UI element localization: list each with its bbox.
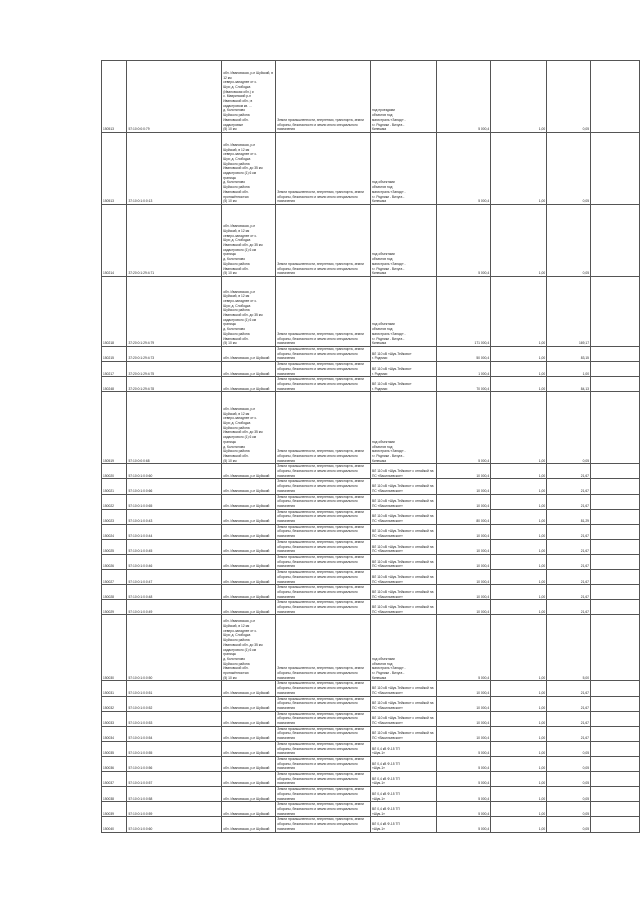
cadastral-number-cell: 37:20:0:1:29:4:78 bbox=[127, 377, 222, 392]
rate-cell: 1,00 bbox=[491, 772, 547, 787]
cadastral-number-cell: 57:10:0:1:0:0:56 bbox=[127, 756, 222, 771]
row-id-cell: 150036 bbox=[102, 756, 127, 771]
row-id-cell: 150248 bbox=[102, 377, 127, 392]
cadastral-number-cell: 57:10:0:1:0:0:60 bbox=[127, 464, 222, 479]
row-id-cell: 150022 bbox=[102, 494, 127, 509]
permitted-use-cell: ВЛ 110 кВ «Шуя-Тейково» с отпайкой на ПС «Васильевское» bbox=[370, 696, 436, 711]
empty-cell bbox=[591, 772, 640, 787]
table-row bbox=[102, 377, 640, 392]
cadastral-number-cell: 57:10:0:1:0:0:57 bbox=[127, 772, 222, 787]
area-cell: 5 000,4 bbox=[437, 615, 491, 681]
land-category-cell: Земли промышленности, энергетики, транспорта, земли обороны, безопасности и земли иного специального назначения bbox=[276, 61, 371, 133]
location-cell: обл. Ивановская, р-н Шуйский bbox=[222, 600, 276, 615]
area-cell: 1 000,4 bbox=[437, 362, 491, 377]
tax-cell: 21,67 bbox=[547, 554, 591, 569]
rate-cell: 1,00 bbox=[491, 205, 547, 277]
land-category-cell: Земли промышленности, энергетики, транспорта, земли обороны, безопасности и земли иного специального назначения bbox=[276, 711, 371, 726]
cadastral-number-cell: 37:20:0:1:29:4:71 bbox=[127, 205, 222, 277]
row-id-cell: 150215 bbox=[102, 347, 127, 362]
rate-cell: 1,00 bbox=[491, 696, 547, 711]
empty-cell bbox=[591, 600, 640, 615]
rate-cell: 1,00 bbox=[491, 681, 547, 696]
land-register-table bbox=[101, 60, 640, 833]
table-row bbox=[102, 61, 640, 133]
rate-cell: 1,00 bbox=[491, 585, 547, 600]
rate-cell: 1,00 bbox=[491, 133, 547, 205]
rate-cell: 1,00 bbox=[491, 726, 547, 741]
area-cell: 10 000,4 bbox=[437, 464, 491, 479]
location-cell: обл. Ивановская, р-н Шуйский bbox=[222, 787, 276, 802]
row-id-cell: 150027 bbox=[102, 570, 127, 585]
tax-cell: 21,67 bbox=[547, 464, 591, 479]
cadastral-number-cell: 57:10:0:1:0:0:60 bbox=[127, 817, 222, 832]
tax-cell: 0,05 bbox=[547, 802, 591, 817]
location-cell: обл. Ивановская, р-н Шуйский, в 12 км северо-западнее от с. Шуя; д. Слободка Шуйского района Ивановской обл. до 35 км кадастрового (1) 6 км границы д. Колотилово Шуйского района Ивановской обл. (5) 10 км bbox=[222, 277, 276, 347]
land-category-cell: Земли промышленности, энергетики, транспорта, земли обороны, безопасности и земли иного специального назначения bbox=[276, 392, 371, 464]
permitted-use-cell: ВЛ 0,4 кВ Ф-15 ТП «Шуя-1» bbox=[370, 817, 436, 832]
location-cell: обл. Ивановская, р-н Шуйский, в 12 км северо-западнее от с. Шуя; д. Слободка Шуйского района Ивановской обл. до 35 км кадастрового (1) 6 км границы д. Колотилово Шуйского района Ивановской обл. протяжённостью (5) 10 км bbox=[222, 133, 276, 205]
land-category-cell: Земли промышленности, энергетики, транспорта, земли обороны, безопасности и земли иного специального назначения bbox=[276, 554, 371, 569]
row-id-cell: 150034 bbox=[102, 726, 127, 741]
table-row bbox=[102, 509, 640, 524]
row-id-cell: 150038 bbox=[102, 787, 127, 802]
tax-cell: 21,67 bbox=[547, 696, 591, 711]
location-cell: обл. Ивановская, р-н Шуйский bbox=[222, 585, 276, 600]
area-cell: 10 000,4 bbox=[437, 570, 491, 585]
table-row bbox=[102, 756, 640, 771]
permitted-use-cell: ВЛ 110 кВ «Шуя-Тейково» с отпайкой на ПС «Васильевское» bbox=[370, 600, 436, 615]
rate-cell: 1,00 bbox=[491, 787, 547, 802]
permitted-use-cell: под объектами объектов под магистраль «Запад» - г.г. Родники - Вичуга - Кинешма bbox=[370, 133, 436, 205]
rate-cell: 1,00 bbox=[491, 539, 547, 554]
tax-cell: 0,05 bbox=[547, 817, 591, 832]
cadastral-number-cell: 57:10:0:1:0:0:51 bbox=[127, 681, 222, 696]
rate-cell: 1,00 bbox=[491, 392, 547, 464]
table-row bbox=[102, 494, 640, 509]
area-cell: 70 000,4 bbox=[437, 377, 491, 392]
empty-cell bbox=[591, 392, 640, 464]
land-category-cell: Земли промышленности, энергетики, транспорта, земли обороны, безопасности и земли иного специального назначения bbox=[276, 347, 371, 362]
empty-cell bbox=[591, 133, 640, 205]
tax-cell: 21,67 bbox=[547, 600, 591, 615]
tax-cell: 21,67 bbox=[547, 585, 591, 600]
rate-cell: 1,00 bbox=[491, 615, 547, 681]
cadastral-number-cell: 37:20:0:1:29:4:79 bbox=[127, 277, 222, 347]
location-cell: обл. Ивановская, р-н Шуйский bbox=[222, 494, 276, 509]
rate-cell: 1,00 bbox=[491, 711, 547, 726]
rate-cell: 1,00 bbox=[491, 347, 547, 362]
location-cell: обл. Ивановская, р-н Шуйский bbox=[222, 817, 276, 832]
table-row bbox=[102, 539, 640, 554]
empty-cell bbox=[591, 787, 640, 802]
table-row bbox=[102, 570, 640, 585]
area-cell: 10 000,4 bbox=[437, 696, 491, 711]
rate-cell: 1,00 bbox=[491, 277, 547, 347]
permitted-use-cell: ВЛ 110 кВ «Шуя-Тейково» с отпайкой на ПС «Васильевское» bbox=[370, 570, 436, 585]
table-row bbox=[102, 802, 640, 817]
row-id-cell: 150031 bbox=[102, 681, 127, 696]
tax-cell: 84,13 bbox=[547, 377, 591, 392]
empty-cell bbox=[591, 711, 640, 726]
location-cell: обл. Ивановская, р-н Шуйский, в 12 км северо-западнее от с. Шуя; д. Слободка Шуйского района Ивановской обл. до 35 км кадастрового (1) 6 км границы д. Колотилово Шуйского района Ивановской обл. протяжённостью (5) 10 км bbox=[222, 615, 276, 681]
area-cell: 5 000,4 bbox=[437, 756, 491, 771]
table-row bbox=[102, 696, 640, 711]
empty-cell bbox=[591, 479, 640, 494]
permitted-use-cell: ВЛ 110 кВ «Шуя-Тейково» г. Родники bbox=[370, 362, 436, 377]
empty-cell bbox=[591, 817, 640, 832]
land-category-cell: Земли промышленности, энергетики, транспорта, земли обороны, безопасности и земли иного специального назначения bbox=[276, 600, 371, 615]
land-category-cell: Земли промышленности, энергетики, транспорта, земли обороны, безопасности и земли иного специального назначения bbox=[276, 787, 371, 802]
land-category-cell: Земли промышленности, энергетики, транспорта, земли обороны, безопасности и земли иного специального назначения bbox=[276, 133, 371, 205]
cadastral-number-cell: 57:10:0:1:0:0:50 bbox=[127, 615, 222, 681]
location-cell: обл. Ивановская, р-н Шуйский bbox=[222, 726, 276, 741]
tax-cell: 0,05 bbox=[547, 133, 591, 205]
tax-cell: 169,17 bbox=[547, 277, 591, 347]
permitted-use-cell: ВЛ 110 кВ «Шуя-Тейково» г. Родники bbox=[370, 377, 436, 392]
location-cell: обл. Ивановская, р-н Шуйский, в 12 км северо-западнее от с. Шуя; д. Слободка (Ивановская обл.) и с. Мавринский р-н Ивановской обл.; в кадастровом кв. ... д. Колотилово Шуйского района Ивановской обл. кадастровые (5) 10 км bbox=[222, 61, 276, 133]
permitted-use-cell: ВЛ 110 кВ «Шуя-Тейково» с отпайкой на ПС «Васильевское» bbox=[370, 464, 436, 479]
cadastral-number-cell: 57:10:0:1:0:0:54 bbox=[127, 726, 222, 741]
area-cell: 5 000,4 bbox=[437, 392, 491, 464]
empty-cell bbox=[591, 726, 640, 741]
location-cell: обл. Ивановская, р-н Шуйский bbox=[222, 347, 276, 362]
cadastral-number-cell: 57:10:0:1:0:0:47 bbox=[127, 570, 222, 585]
land-category-cell: Земли промышленности, энергетики, транспорта, земли обороны, безопасности и земли иного специального назначения bbox=[276, 205, 371, 277]
tax-cell: 21,67 bbox=[547, 494, 591, 509]
land-category-cell: Земли промышленности, энергетики, транспорта, земли обороны, безопасности и земли иного специального назначения bbox=[276, 494, 371, 509]
tax-cell: 0,05 bbox=[547, 756, 591, 771]
rate-cell: 1,00 bbox=[491, 756, 547, 771]
land-category-cell: Земли промышленности, энергетики, транспорта, земли обороны, безопасности и земли иного специального назначения bbox=[276, 772, 371, 787]
area-cell: 5 000,4 bbox=[437, 787, 491, 802]
row-id-cell: 150035 bbox=[102, 741, 127, 756]
empty-cell bbox=[591, 681, 640, 696]
permitted-use-cell: ВЛ 0,4 кВ Ф-15 ТП «Шуя-1» bbox=[370, 802, 436, 817]
land-category-cell: Земли промышленности, энергетики, транспорта, земли обороны, безопасности и земли иного специального назначения bbox=[276, 362, 371, 377]
table-row bbox=[102, 347, 640, 362]
cadastral-number-cell: 57:10:0:1:0:0:55 bbox=[127, 741, 222, 756]
table-row bbox=[102, 772, 640, 787]
rate-cell: 1,00 bbox=[491, 362, 547, 377]
tax-cell: 83,15 bbox=[547, 347, 591, 362]
permitted-use-cell: ВЛ 0,4 кВ Ф-15 ТП «Шуя-1» bbox=[370, 772, 436, 787]
empty-cell bbox=[591, 347, 640, 362]
cadastral-number-cell: 37:20:0:1:29:4:75 bbox=[127, 362, 222, 377]
tax-cell: 21,67 bbox=[547, 570, 591, 585]
table-row bbox=[102, 726, 640, 741]
permitted-use-cell: ВЛ 110 кВ «Шуя-Тейково» с отпайкой на ПС «Васильевское» bbox=[370, 711, 436, 726]
area-cell: 50 000,4 bbox=[437, 347, 491, 362]
tax-cell: 21,67 bbox=[547, 711, 591, 726]
rate-cell: 1,00 bbox=[491, 494, 547, 509]
row-id-cell: 150032 bbox=[102, 696, 127, 711]
land-category-cell: Земли промышленности, энергетики, транспорта, земли обороны, безопасности и земли иного специального назначения bbox=[276, 817, 371, 832]
row-id-cell: 150030 bbox=[102, 615, 127, 681]
cadastral-number-cell: 57:10:0:1:0:0:49 bbox=[127, 600, 222, 615]
tax-cell: 0,05 bbox=[547, 741, 591, 756]
table-body bbox=[102, 61, 640, 833]
row-id-cell: 150026 bbox=[102, 554, 127, 569]
tax-cell: 21,67 bbox=[547, 726, 591, 741]
cadastral-number-cell: 57:10:0:1:0:0:65 bbox=[127, 494, 222, 509]
cadastral-number-cell: 57:10:0:1:0:0:59 bbox=[127, 802, 222, 817]
permitted-use-cell: ВЛ 110 кВ «Шуя-Тейково» с отпайкой на ПС «Васильевское» bbox=[370, 539, 436, 554]
table-row bbox=[102, 600, 640, 615]
table-row bbox=[102, 479, 640, 494]
land-category-cell: Земли промышленности, энергетики, транспорта, земли обороны, безопасности и земли иного специального назначения bbox=[276, 741, 371, 756]
rate-cell: 1,00 bbox=[491, 377, 547, 392]
rate-cell: 1,00 bbox=[491, 479, 547, 494]
tax-cell: 21,67 bbox=[547, 524, 591, 539]
location-cell: обл. Ивановская, р-н Шуйский bbox=[222, 554, 276, 569]
rate-cell: 1,00 bbox=[491, 817, 547, 832]
rate-cell: 1,00 bbox=[491, 802, 547, 817]
land-category-cell: Земли промышленности, энергетики, транспорта, земли обороны, безопасности и земли иного специального назначения bbox=[276, 524, 371, 539]
location-cell: обл. Ивановская, р-н Шуйский bbox=[222, 570, 276, 585]
row-id-cell: 150040 bbox=[102, 817, 127, 832]
empty-cell bbox=[591, 494, 640, 509]
cadastral-number-cell: 37:20:0:1:29:4:73 bbox=[127, 347, 222, 362]
cadastral-number-cell: 57:10:0:1:0:0:48 bbox=[127, 585, 222, 600]
table-row bbox=[102, 205, 640, 277]
rate-cell: 1,00 bbox=[491, 464, 547, 479]
area-cell: 5 000,4 bbox=[437, 61, 491, 133]
tax-cell: 81,29 bbox=[547, 509, 591, 524]
tax-cell: 0,05 bbox=[547, 392, 591, 464]
land-category-cell: Земли промышленности, энергетики, транспорта, земли обороны, безопасности и земли иного специального назначения bbox=[276, 277, 371, 347]
land-category-cell: Земли промышленности, энергетики, транспорта, земли обороны, безопасности и земли иного специального назначения bbox=[276, 570, 371, 585]
rate-cell: 1,00 bbox=[491, 524, 547, 539]
land-category-cell: Земли промышленности, энергетики, транспорта, земли обороны, безопасности и земли иного специального назначения bbox=[276, 585, 371, 600]
row-id-cell: 150217 bbox=[102, 362, 127, 377]
area-cell: 10 000,4 bbox=[437, 524, 491, 539]
land-category-cell: Земли промышленности, энергетики, транспорта, земли обороны, безопасности и земли иного специального назначения bbox=[276, 377, 371, 392]
area-cell: 10 000,4 bbox=[437, 585, 491, 600]
empty-cell bbox=[591, 756, 640, 771]
row-id-cell: 150218 bbox=[102, 277, 127, 347]
location-cell: обл. Ивановская, р-н Шуйский bbox=[222, 741, 276, 756]
row-id-cell: 150028 bbox=[102, 585, 127, 600]
tax-cell: 1,00 bbox=[547, 362, 591, 377]
area-cell: 5 000,4 bbox=[437, 802, 491, 817]
tax-cell: 0,05 bbox=[547, 772, 591, 787]
row-id-cell: 150039 bbox=[102, 802, 127, 817]
location-cell: обл. Ивановская, р-н Шуйский bbox=[222, 524, 276, 539]
location-cell: обл. Ивановская, р-н Шуйский bbox=[222, 377, 276, 392]
cadastral-number-cell: 57:10:0:1:0:0:58 bbox=[127, 787, 222, 802]
cadastral-number-cell: 57:10:0:0:0:68 bbox=[127, 392, 222, 464]
cadastral-number-cell: 57:10:0:1:0:0:66 bbox=[127, 479, 222, 494]
rate-cell: 1,00 bbox=[491, 600, 547, 615]
permitted-use-cell: ВЛ 110 кВ «Шуя-Тейково» г. Родники bbox=[370, 347, 436, 362]
permitted-use-cell: под проездами объектов под магистраль «Запад» - г.г. Родники - Вичуга - Кинешма bbox=[370, 61, 436, 133]
permitted-use-cell: ВЛ 0,4 кВ Ф-15 ТП «Шуя-1» bbox=[370, 756, 436, 771]
empty-cell bbox=[591, 205, 640, 277]
permitted-use-cell: под объектами объектов под магистраль «Запад» - г.г. Родники - Вичуга - Кинешма bbox=[370, 277, 436, 347]
permitted-use-cell: под объектами объектов под магистраль «Запад» - г.г. Родники - Вичуга - Кинешма bbox=[370, 205, 436, 277]
permitted-use-cell: ВЛ 110 кВ «Шуя-Тейково» с отпайкой на ПС «Васильевское» bbox=[370, 585, 436, 600]
area-cell: 10 000,4 bbox=[437, 711, 491, 726]
area-cell: 10 000,4 bbox=[437, 479, 491, 494]
table-row bbox=[102, 464, 640, 479]
row-id-cell: 150021 bbox=[102, 479, 127, 494]
row-id-cell: 150023 bbox=[102, 509, 127, 524]
empty-cell bbox=[591, 362, 640, 377]
empty-cell bbox=[591, 464, 640, 479]
land-category-cell: Земли промышленности, энергетики, транспорта, земли обороны, безопасности и земли иного специального назначения bbox=[276, 696, 371, 711]
table-row bbox=[102, 524, 640, 539]
rate-cell: 1,00 bbox=[491, 509, 547, 524]
land-category-cell: Земли промышленности, энергетики, транспорта, земли обороны, безопасности и земли иного специального назначения bbox=[276, 464, 371, 479]
tax-cell: 5,00 bbox=[547, 615, 591, 681]
empty-cell bbox=[591, 802, 640, 817]
row-id-cell: 150029 bbox=[102, 600, 127, 615]
location-cell: обл. Ивановская, р-н Шуйский bbox=[222, 539, 276, 554]
row-id-cell: 150037 bbox=[102, 772, 127, 787]
permitted-use-cell: ВЛ 110 кВ «Шуя-Тейково» с отпайкой на ПС «Васильевское» bbox=[370, 509, 436, 524]
table-row bbox=[102, 711, 640, 726]
empty-cell bbox=[591, 524, 640, 539]
rate-cell: 1,00 bbox=[491, 570, 547, 585]
row-id-cell: 150513 bbox=[102, 133, 127, 205]
row-id-cell: 150214 bbox=[102, 205, 127, 277]
rate-cell: 1,00 bbox=[491, 554, 547, 569]
tax-cell: 21,67 bbox=[547, 479, 591, 494]
empty-cell bbox=[591, 539, 640, 554]
area-cell: 10 000,4 bbox=[437, 494, 491, 509]
area-cell: 80 000,4 bbox=[437, 509, 491, 524]
row-id-cell: 150024 bbox=[102, 524, 127, 539]
empty-cell bbox=[591, 696, 640, 711]
cadastral-number-cell: 57:10:0:1:0:0:46 bbox=[127, 554, 222, 569]
location-cell: обл. Ивановская, р-н Шуйский bbox=[222, 711, 276, 726]
location-cell: обл. Ивановская, р-н Шуйский bbox=[222, 772, 276, 787]
empty-cell bbox=[591, 741, 640, 756]
empty-cell bbox=[591, 509, 640, 524]
location-cell: обл. Ивановская, р-н Шуйский bbox=[222, 464, 276, 479]
tax-cell: 0,05 bbox=[547, 205, 591, 277]
permitted-use-cell: ВЛ 110 кВ «Шуя-Тейково» с отпайкой на ПС «Васильевское» bbox=[370, 681, 436, 696]
permitted-use-cell: ВЛ 110 кВ «Шуя-Тейково» с отпайкой на ПС «Васильевское» bbox=[370, 494, 436, 509]
land-category-cell: Земли промышленности, энергетики, транспорта, земли обороны, безопасности и земли иного специального назначения bbox=[276, 681, 371, 696]
land-category-cell: Земли промышленности, энергетики, транспорта, земли обороны, безопасности и земли иного специального назначения bbox=[276, 539, 371, 554]
permitted-use-cell: ВЛ 110 кВ «Шуя-Тейково» с отпайкой на ПС «Васильевское» bbox=[370, 524, 436, 539]
permitted-use-cell: ВЛ 110 кВ «Шуя-Тейково» с отпайкой на ПС «Васильевское» bbox=[370, 554, 436, 569]
empty-cell bbox=[591, 554, 640, 569]
row-id-cell: 150020 bbox=[102, 464, 127, 479]
location-cell: обл. Ивановская, р-н Шуйский bbox=[222, 802, 276, 817]
location-cell: обл. Ивановская, р-н Шуйский, в 12 км северо-западнее от с. Шуя; д. Слободка Ивановской обл. до 35 км кадастрового (1) 6 км границы д. Колотилово Шуйского района Ивановской обл. (5) 10 км bbox=[222, 205, 276, 277]
cadastral-number-cell: 37:10:0:1:0:0:13 bbox=[127, 133, 222, 205]
table-row bbox=[102, 681, 640, 696]
land-category-cell: Земли промышленности, энергетики, транспорта, земли обороны, безопасности и земли иного специального назначения bbox=[276, 509, 371, 524]
table-row bbox=[102, 362, 640, 377]
area-cell: 5 000,4 bbox=[437, 772, 491, 787]
empty-cell bbox=[591, 585, 640, 600]
table-row bbox=[102, 741, 640, 756]
cadastral-number-cell: 57:10:0:1:0:0:45 bbox=[127, 539, 222, 554]
area-cell: 5 000,4 bbox=[437, 741, 491, 756]
rate-cell: 1,00 bbox=[491, 741, 547, 756]
area-cell: 5 000,4 bbox=[437, 133, 491, 205]
table-row bbox=[102, 392, 640, 464]
location-cell: обл. Ивановская, р-н Шуйский bbox=[222, 509, 276, 524]
table-row bbox=[102, 554, 640, 569]
table-row bbox=[102, 787, 640, 802]
empty-cell bbox=[591, 615, 640, 681]
cadastral-number-cell: 57:10:0:0:0:79 bbox=[127, 61, 222, 133]
land-category-cell: Земли промышленности, энергетики, транспорта, земли обороны, безопасности и земли иного специального назначения bbox=[276, 802, 371, 817]
location-cell: обл. Ивановская, р-н Шуйский bbox=[222, 681, 276, 696]
area-cell: 10 000,4 bbox=[437, 554, 491, 569]
area-cell: 10 000,4 bbox=[437, 726, 491, 741]
permitted-use-cell: под объектами объектов под магистраль «Запад» - г.г. Родники - Вичуга - Кинешма bbox=[370, 615, 436, 681]
permitted-use-cell: ВЛ 0,4 кВ Ф-15 ТП «Шуя-1» bbox=[370, 787, 436, 802]
table-row bbox=[102, 133, 640, 205]
permitted-use-cell: ВЛ 0,4 кВ Ф-15 ТП «Шуя-1» bbox=[370, 741, 436, 756]
row-id-cell: 150033 bbox=[102, 711, 127, 726]
cadastral-number-cell: 57:10:0:1:0:0:53 bbox=[127, 711, 222, 726]
empty-cell bbox=[591, 277, 640, 347]
land-category-cell: Земли промышленности, энергетики, транспорта, земли обороны, безопасности и земли иного специального назначения bbox=[276, 756, 371, 771]
row-id-cell: 150519 bbox=[102, 392, 127, 464]
location-cell: обл. Ивановская, р-н Шуйский bbox=[222, 696, 276, 711]
area-cell: 5 000,4 bbox=[437, 817, 491, 832]
empty-cell bbox=[591, 570, 640, 585]
tax-cell: 0,05 bbox=[547, 787, 591, 802]
table-row bbox=[102, 615, 640, 681]
area-cell: 171 000,4 bbox=[437, 277, 491, 347]
tax-cell: 0,05 bbox=[547, 61, 591, 133]
permitted-use-cell: под объектами объектов под магистраль «Запад» - г.г. Родники - Вичуга - Кинешма bbox=[370, 392, 436, 464]
row-id-cell: 150513 bbox=[102, 61, 127, 133]
empty-cell bbox=[591, 377, 640, 392]
cadastral-number-cell: 57:10:0:1:0:0:52 bbox=[127, 696, 222, 711]
land-category-cell: Земли промышленности, энергетики, транспорта, земли обороны, безопасности и земли иного специального назначения bbox=[276, 479, 371, 494]
land-category-cell: Земли промышленности, энергетики, транспорта, земли обороны, безопасности и земли иного специального назначения bbox=[276, 615, 371, 681]
area-cell: 10 000,4 bbox=[437, 681, 491, 696]
area-cell: 10 000,4 bbox=[437, 539, 491, 554]
tax-cell: 21,67 bbox=[547, 539, 591, 554]
cadastral-number-cell: 57:10:0:1:0:0:43 bbox=[127, 509, 222, 524]
empty-cell bbox=[591, 61, 640, 133]
cadastral-number-cell: 57:10:0:1:0:0:44 bbox=[127, 524, 222, 539]
location-cell: обл. Ивановская, р-н Шуйский bbox=[222, 479, 276, 494]
rate-cell: 1,00 bbox=[491, 61, 547, 133]
tax-cell: 21,67 bbox=[547, 681, 591, 696]
area-cell: 5 000,4 bbox=[437, 205, 491, 277]
table-row bbox=[102, 585, 640, 600]
table-row bbox=[102, 817, 640, 832]
area-cell: 10 000,4 bbox=[437, 600, 491, 615]
land-category-cell: Земли промышленности, энергетики, транспорта, земли обороны, безопасности и земли иного специального назначения bbox=[276, 726, 371, 741]
row-id-cell: 150025 bbox=[102, 539, 127, 554]
permitted-use-cell: ВЛ 110 кВ «Шуя-Тейково» с отпайкой на ПС «Васильевское» bbox=[370, 479, 436, 494]
table-row bbox=[102, 277, 640, 347]
permitted-use-cell: ВЛ 110 кВ «Шуя-Тейково» с отпайкой на ПС «Васильевское» bbox=[370, 726, 436, 741]
location-cell: обл. Ивановская, р-н Шуйский, в 12 км северо-западнее от с. Шуя; д. Слободка Шуйского района Ивановской обл. до 35 км кадастрового (1) 6 км границы д. Колотилово Шуйского района Ивановской обл. (5) 10 км bbox=[222, 392, 276, 464]
location-cell: обл. Ивановская, р-н Шуйский bbox=[222, 362, 276, 377]
location-cell: обл. Ивановская, р-н Шуйский bbox=[222, 756, 276, 771]
